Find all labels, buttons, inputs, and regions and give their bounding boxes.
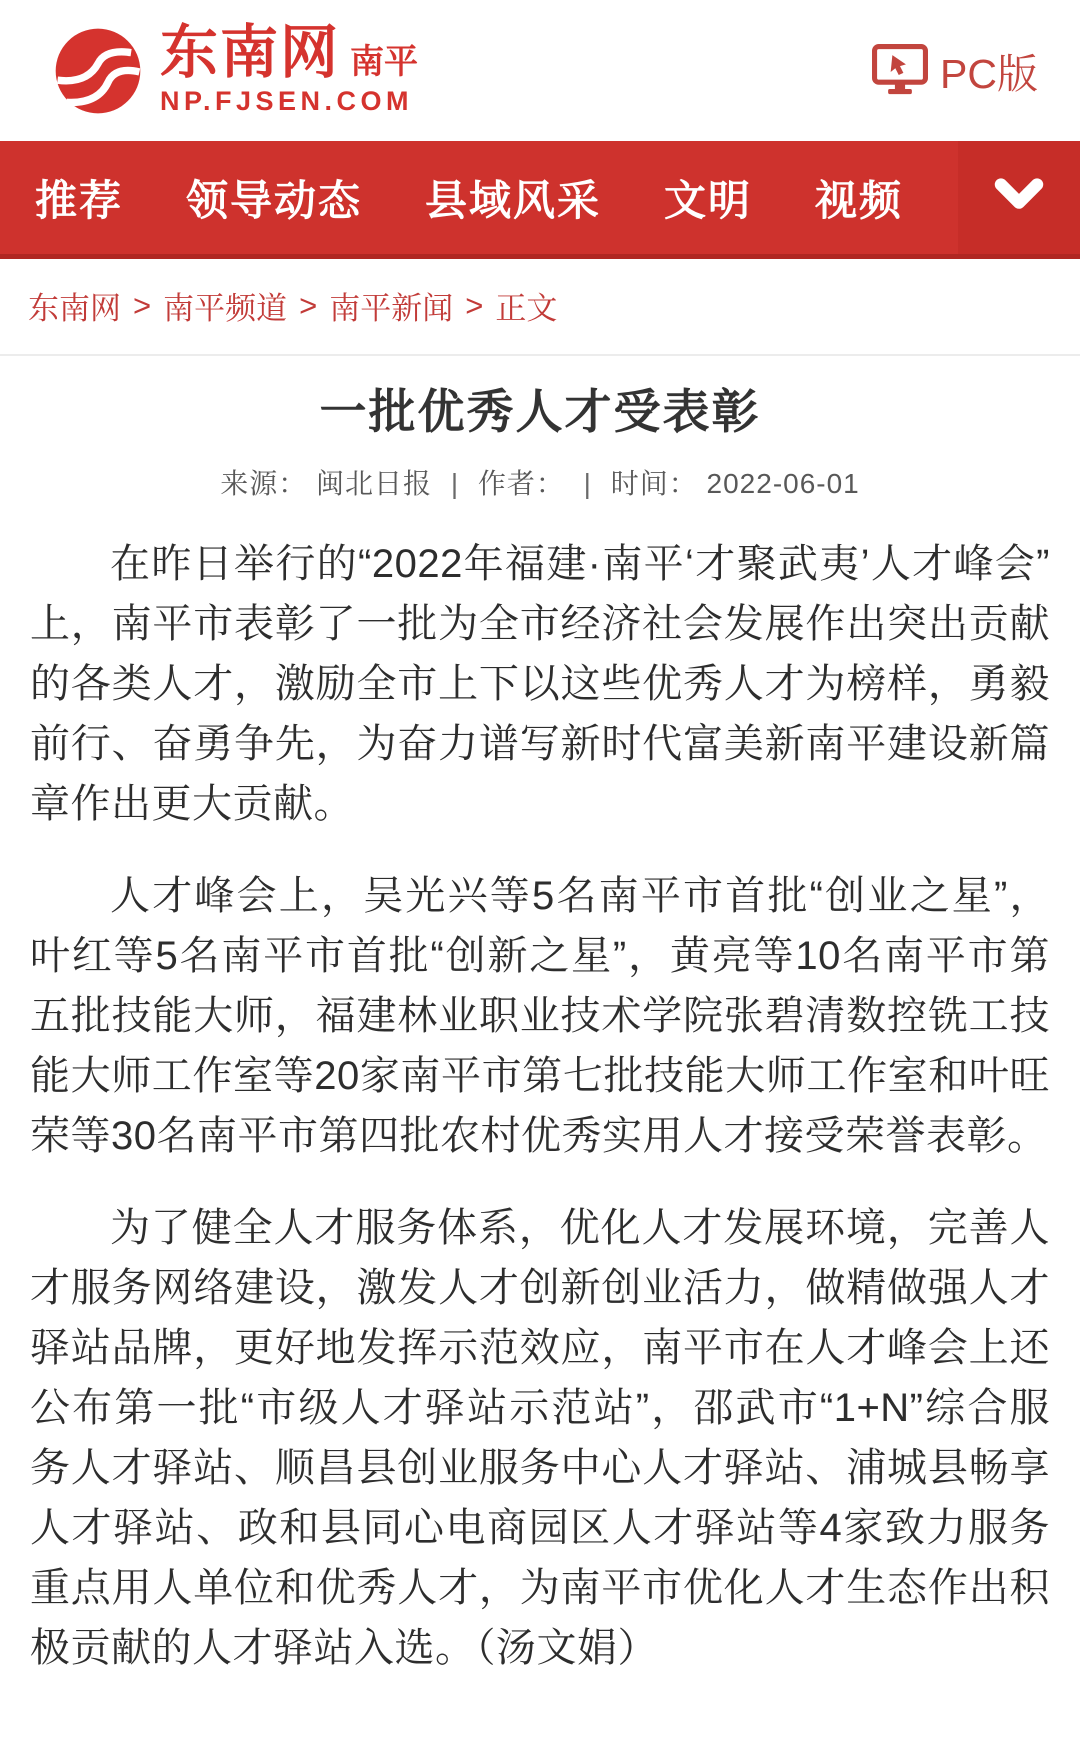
meta-source-value: 闽北日报 bbox=[316, 468, 433, 500]
meta-time-label: 时间： bbox=[610, 468, 698, 500]
meta-divider: | bbox=[450, 468, 460, 500]
breadcrumb-item-channel[interactable]: 南平频道 bbox=[163, 291, 288, 326]
article-paragraph: 在昨日举行的“2022年福建·南平‘才聚武夷’人才峰会”上，南平市表彰了一批为全市经济社会发展作出突出贡献的各类人才，激励全市上下以这些优秀人才为榜样，勇毅前行、奋勇争先，为奋力谱写新时代富美新南平建设新篇章作出更大贡献。 bbox=[30, 542, 1050, 827]
meta-time-value: 2022-06-01 bbox=[706, 468, 860, 500]
meta-divider: | bbox=[583, 468, 592, 500]
logo-text bbox=[160, 20, 419, 117]
breadcrumb-separator: > bbox=[133, 287, 152, 323]
pc-version-button[interactable] bbox=[872, 41, 1038, 100]
breadcrumb-separator: > bbox=[299, 287, 318, 323]
logo-title: 东南网 bbox=[160, 20, 341, 85]
primary-nav bbox=[0, 141, 1080, 259]
breadcrumb-item-home[interactable]: 东南网 bbox=[28, 291, 121, 326]
article-meta bbox=[30, 462, 1050, 502]
nav-item-recommended[interactable]: 推荐 bbox=[35, 176, 124, 224]
nav-item-video[interactable]: 视频 bbox=[814, 176, 903, 224]
nav-item-civilization[interactable]: 文明 bbox=[663, 176, 752, 224]
article-paragraph: 为了健全人才服务体系，优化人才发展环境，完善人才服务网络建设，激发人才创新创业活力，做精做强人才驿站品牌，更好地发挥示范效应，南平市在人才峰会上还公布第一批“市级人才驿站示范站”，邵武市“1+N”综合服务人才驿站、顺昌县创业服务中心人才驿站、浦城县畅享人才驿站、政和县同心电商园区人才驿站等4家致力服务重点用人单位和优秀人才，为南平市优化人才生态作出积极贡献的人才驿站入选。（汤文娟） bbox=[30, 1206, 1050, 1671]
nav-items bbox=[0, 141, 958, 254]
nav-item-county[interactable]: 县域风采 bbox=[424, 176, 601, 224]
nav-item-leadership[interactable]: 领导动态 bbox=[185, 176, 362, 224]
monitor-cursor-icon bbox=[872, 44, 928, 98]
logo-domain: NP.FJSEN.COM bbox=[160, 86, 414, 116]
breadcrumb bbox=[0, 259, 1080, 356]
chevron-down-icon bbox=[992, 176, 1046, 219]
pc-version-label: PC版 bbox=[940, 51, 1038, 97]
meta-source-label: 来源： bbox=[220, 468, 308, 500]
nav-more-toggle[interactable] bbox=[958, 141, 1080, 254]
meta-author-label: 作者： bbox=[477, 468, 565, 500]
article-body bbox=[30, 534, 1050, 1678]
breadcrumb-item-news[interactable]: 南平新闻 bbox=[329, 291, 454, 326]
logo-knot-icon bbox=[52, 25, 144, 117]
site-header bbox=[0, 0, 1080, 141]
article-title: 一批优秀人才受表彰 bbox=[319, 385, 761, 438]
breadcrumb-separator: > bbox=[465, 287, 484, 323]
site-logo[interactable] bbox=[52, 20, 419, 117]
logo-region: 南平 bbox=[350, 43, 419, 81]
article bbox=[0, 384, 1080, 1750]
article-paragraph: 人才峰会上，吴光兴等5名南平市首批“创业之星”，叶红等5名南平市首批“创新之星”，黄亮等10名南平市第五批技能大师，福建林业职业技术学院张碧清数控铣工技能大师工作室等20家南平市第七批技能大师工作室和叶旺荣等30名南平市第四批农村优秀实用人才接受荣誉表彰。 bbox=[30, 874, 1050, 1159]
breadcrumb-item-current: 正文 bbox=[495, 291, 558, 326]
